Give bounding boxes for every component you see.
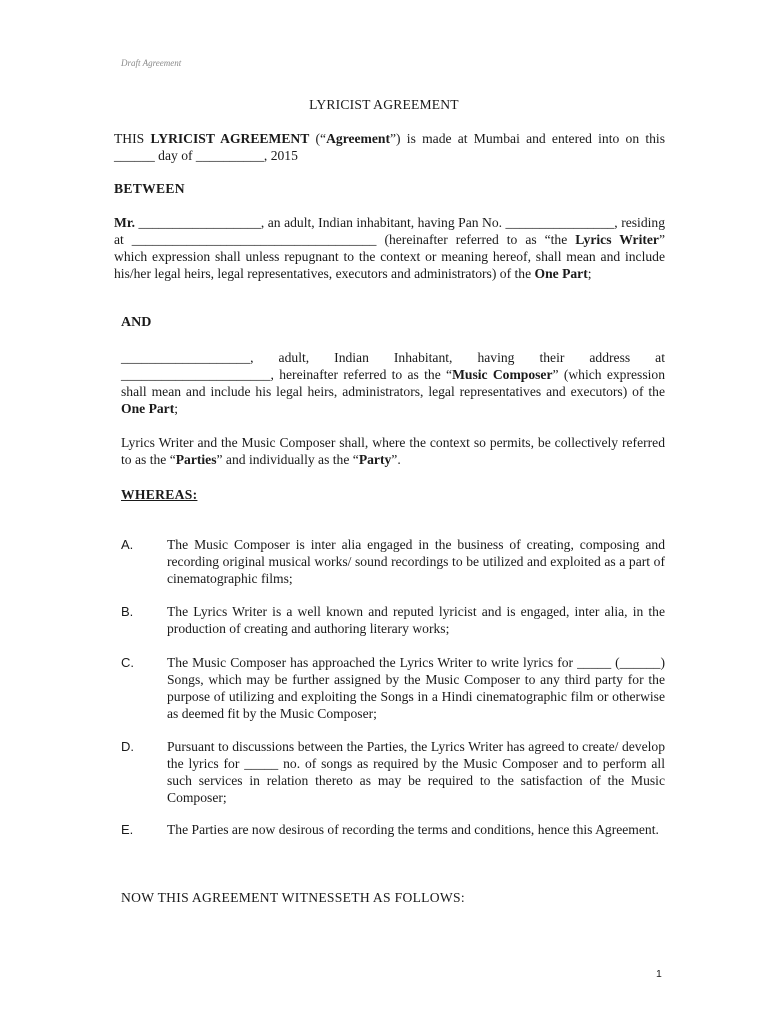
parties-text-1: Lyrics Writer and the Music Composer shall, where the context so permits, be collectively referred to as the “ [121, 435, 665, 467]
party1-text-2: ” which expression shall unless repugnant to the context or meaning hereof, shall mean and include his/her legal heirs, legal representatives, executors and administrators) of the [114, 232, 666, 281]
recital-d [121, 738, 665, 806]
recital-letter: E. [121, 822, 134, 837]
and-heading: AND [121, 315, 152, 330]
party2-text-3: ; [174, 401, 179, 416]
page-number: 1 [656, 968, 662, 980]
recital-text: The Lyrics Writer is a well known and reputed lyricist and is engaged, inter alia, in the production of creating and authoring literary works; [167, 604, 665, 636]
party1-one-part: One Part [534, 266, 588, 281]
recital-text: The Music Composer has approached the Lyrics Writer to write lyrics for _____ (______) Songs, which may be further assigned by the Music Composer to any third party for the purpose of utilizing and exploiting the Songs in a Hindi cinematographic film or otherwise as deemed fit by the Music Composer; [167, 655, 665, 721]
intro-paragraph [114, 130, 665, 164]
parties-text-3: ”. [391, 452, 401, 467]
recital-e [121, 821, 665, 838]
party1-lyrics-writer: Lyrics Writer [575, 232, 659, 247]
recital-letter: D. [121, 739, 134, 754]
intro-text-1: THIS [114, 131, 151, 146]
whereas-heading: WHEREAS: [121, 487, 198, 502]
party1-text-1: __________________, an adult, Indian inhabitant, having Pan No. ________________, residing at ____________________________________ (hereinafter referred to as “the [114, 215, 665, 247]
parties-text-2: ” and individually as the “ [216, 452, 359, 467]
party2-music-composer: Music Composer [452, 367, 553, 382]
party2-text-2: ” (which expression shall mean and include his legal heirs, administrators, legal representatives and executors) of the [121, 367, 665, 399]
recital-letter: A. [121, 537, 134, 552]
witness-heading: NOW THIS AGREEMENT WITNESSETH AS FOLLOWS: [121, 890, 465, 905]
recital-text: The Music Composer is inter alia engaged in the business of creating, composing and recording original musical works/ sound recordings to be utilized and exploited as a part of cinematographic films; [167, 537, 665, 586]
intro-text-3: ”) is made at Mumbai and entered into on this ______ day of __________, 2015 [114, 131, 665, 163]
recital-text: Pursuant to discussions between the Parties, the Lyrics Writer has agreed to create/ develop the lyrics for _____ no. of songs as required by the Music Composer and to perform all such services in relation thereto as may be required to the satisfaction of the Music Composer; [167, 739, 665, 805]
parties-paragraph [121, 434, 665, 468]
party1-title: Mr. [114, 215, 136, 230]
recital-letter: B. [121, 604, 134, 619]
intro-text-2: (“ [309, 131, 327, 146]
document-title: LYRICIST AGREEMENT [309, 97, 459, 112]
recital-b [121, 603, 665, 637]
parties-bold-parties: Parties [175, 452, 217, 467]
party2-one-part: One Part [121, 401, 175, 416]
party2-text-1: ___________________, adult, Indian Inhabitant, having their address at ______________________, hereinafter referred to as the “ [121, 350, 665, 382]
recital-letter: C. [121, 655, 134, 670]
intro-bold-agreement-name: LYRICIST AGREEMENT [150, 131, 310, 146]
between-heading: BETWEEN [114, 181, 185, 196]
party1-paragraph [114, 214, 665, 282]
party1-text-3: ; [587, 266, 592, 281]
recital-text: The Parties are now desirous of recording the terms and conditions, hence this Agreement. [167, 822, 659, 837]
parties-bold-party: Party [358, 452, 392, 467]
intro-bold-agreement: Agreement [326, 131, 390, 146]
party2-paragraph [121, 349, 665, 417]
recital-c [121, 654, 665, 722]
recital-a [121, 536, 665, 587]
header-note: Draft Agreement [121, 58, 182, 68]
